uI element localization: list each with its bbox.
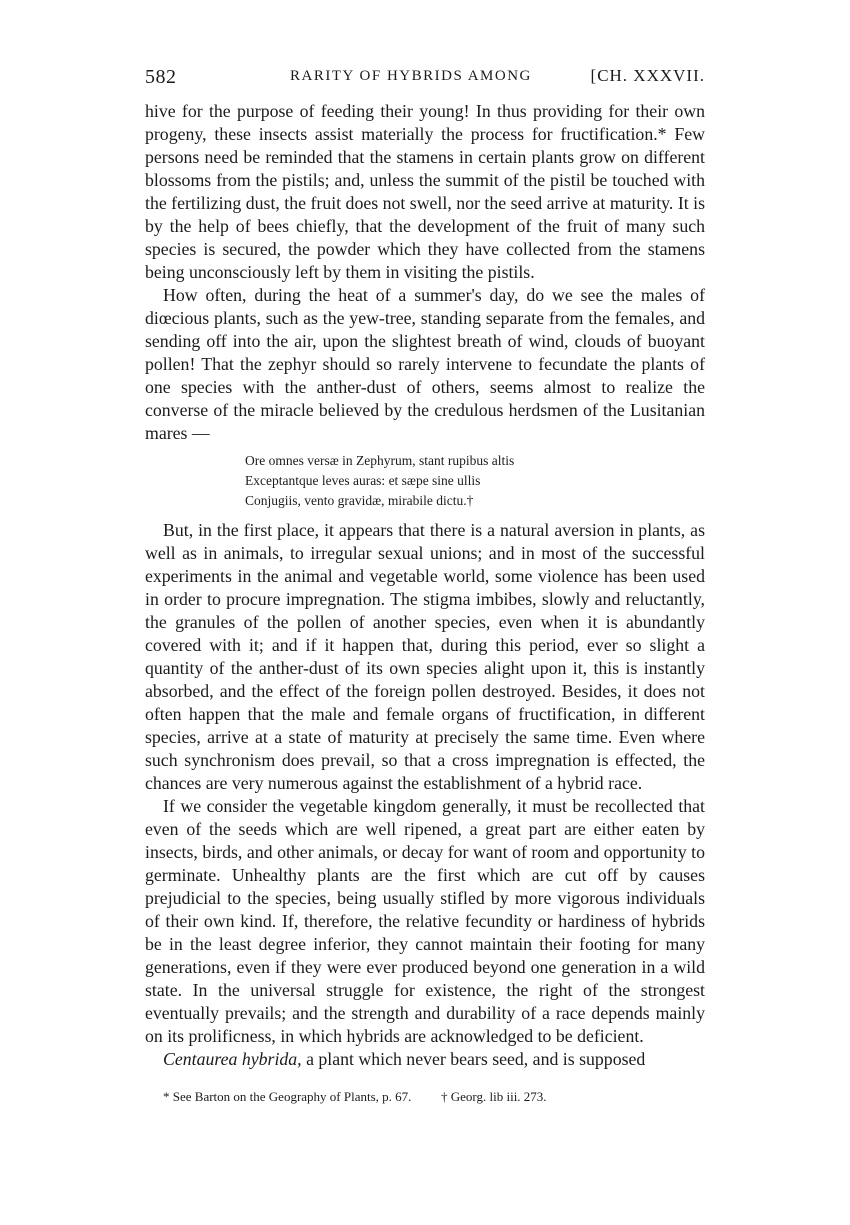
paragraph-continued: hive for the purpose of feeding their young! In thus providing for their own progeny, these insects assist materially the process for fructification.* Few persons need be reminded that the stamens in certain plants grow on different blossoms from the pistils; and, unless the summit of the pistil be touched with the fertilizing dust, the fruit does not swell, nor the seed arrive at maturity. It is by the help of bees chiefly, that the development of the fruit of many such species is secured, the powder which they have collected from the stamens being unconsciously left by them in visiting the pistils. (145, 101, 705, 282)
page-number: 582 (145, 66, 177, 88)
body-text (145, 100, 705, 1071)
chapter-reference: [CH. XXXVII. (590, 66, 705, 85)
footnote-barton: * See Barton on the Geography of Plants, p. 67. (163, 1089, 412, 1104)
book-page (145, 66, 705, 1176)
paragraph-natural-aversion: But, in the first place, it appears that there is a natural aversion in plants, as well as in animals, to irregular sexual unions; and in most of the successful experiments in the animal and vegetable world, some violence has been used in order to procure impregnation. The stigma imbibes, slowly and reluctantly, the granules of the pollen of another species, even when it is abundantly covered with it; and if it happen that, during this period, ever so slight a quantity of the anther-dust of its own species alight upon it, this is instantly absorbed, and the effect of the foreign pollen destroyed. Besides, it does not often happen that the male and female organs of fructification, in different species, arrive at a state of maturity at precisely the same time. Even where such synchronism does prevail, so that a cross impregnation is effected, the chances are very numerous against the establishment of a hybrid race. (145, 520, 705, 793)
paragraph-centaurea (145, 1048, 705, 1071)
verse-line: Exceptantque leves auras: et sæpe sine ullis (245, 473, 481, 488)
paragraph-dioecious-plants: How often, during the heat of a summer's day, do we see the males of diœcious plants, such as the yew-tree, standing separate from the females, and sending off into the air, upon the slightest breath of wind, clouds of buoyant pollen! That the zephyr should so rarely intervene to fecundate the plants of one species with the anther-dust of others, seems almost to realize the converse of the miracle believed by the credulous herdsmen of the Lusitanian mares — (145, 285, 705, 443)
running-head (145, 66, 705, 92)
running-title: RARITY OF HYBRIDS AMONG (290, 68, 532, 84)
species-name: Centaurea hybrida, (163, 1049, 302, 1069)
paragraph-vegetable-kingdom: If we consider the vegetable kingdom generally, it must be recollected that even of the seeds which are well ripened, a great part are either eaten by insects, birds, and other animals, or decay for want of room and opportunity to germinate. Unhealthy plants are the first which are cut off by causes prejudicial to the species, being usually stifled by more vigorous individuals of their own kind. If, therefore, the relative fecundity or hardiness of hybrids be in the least degree inferior, they cannot maintain their footing for many generations, even if they were ever produced beyond one generation in a wild state. In the universal struggle for existence, the right of the strongest eventually prevails; and the strength and durability of a race depends mainly on its prolificness, in which hybrids are acknowledged to be deficient. (145, 796, 705, 1046)
verse-line: Conjugiis, vento gravidæ, mirabile dictu.† (245, 493, 474, 508)
footnote-georgics: † Georg. lib iii. 273. (441, 1089, 547, 1104)
verse-line: Ore omnes versæ in Zephyrum, stant rupibus altis (245, 453, 515, 468)
paragraph-text: a plant which never bears seed, and is supposed (301, 1049, 646, 1069)
latin-verse-quotation (245, 451, 705, 511)
